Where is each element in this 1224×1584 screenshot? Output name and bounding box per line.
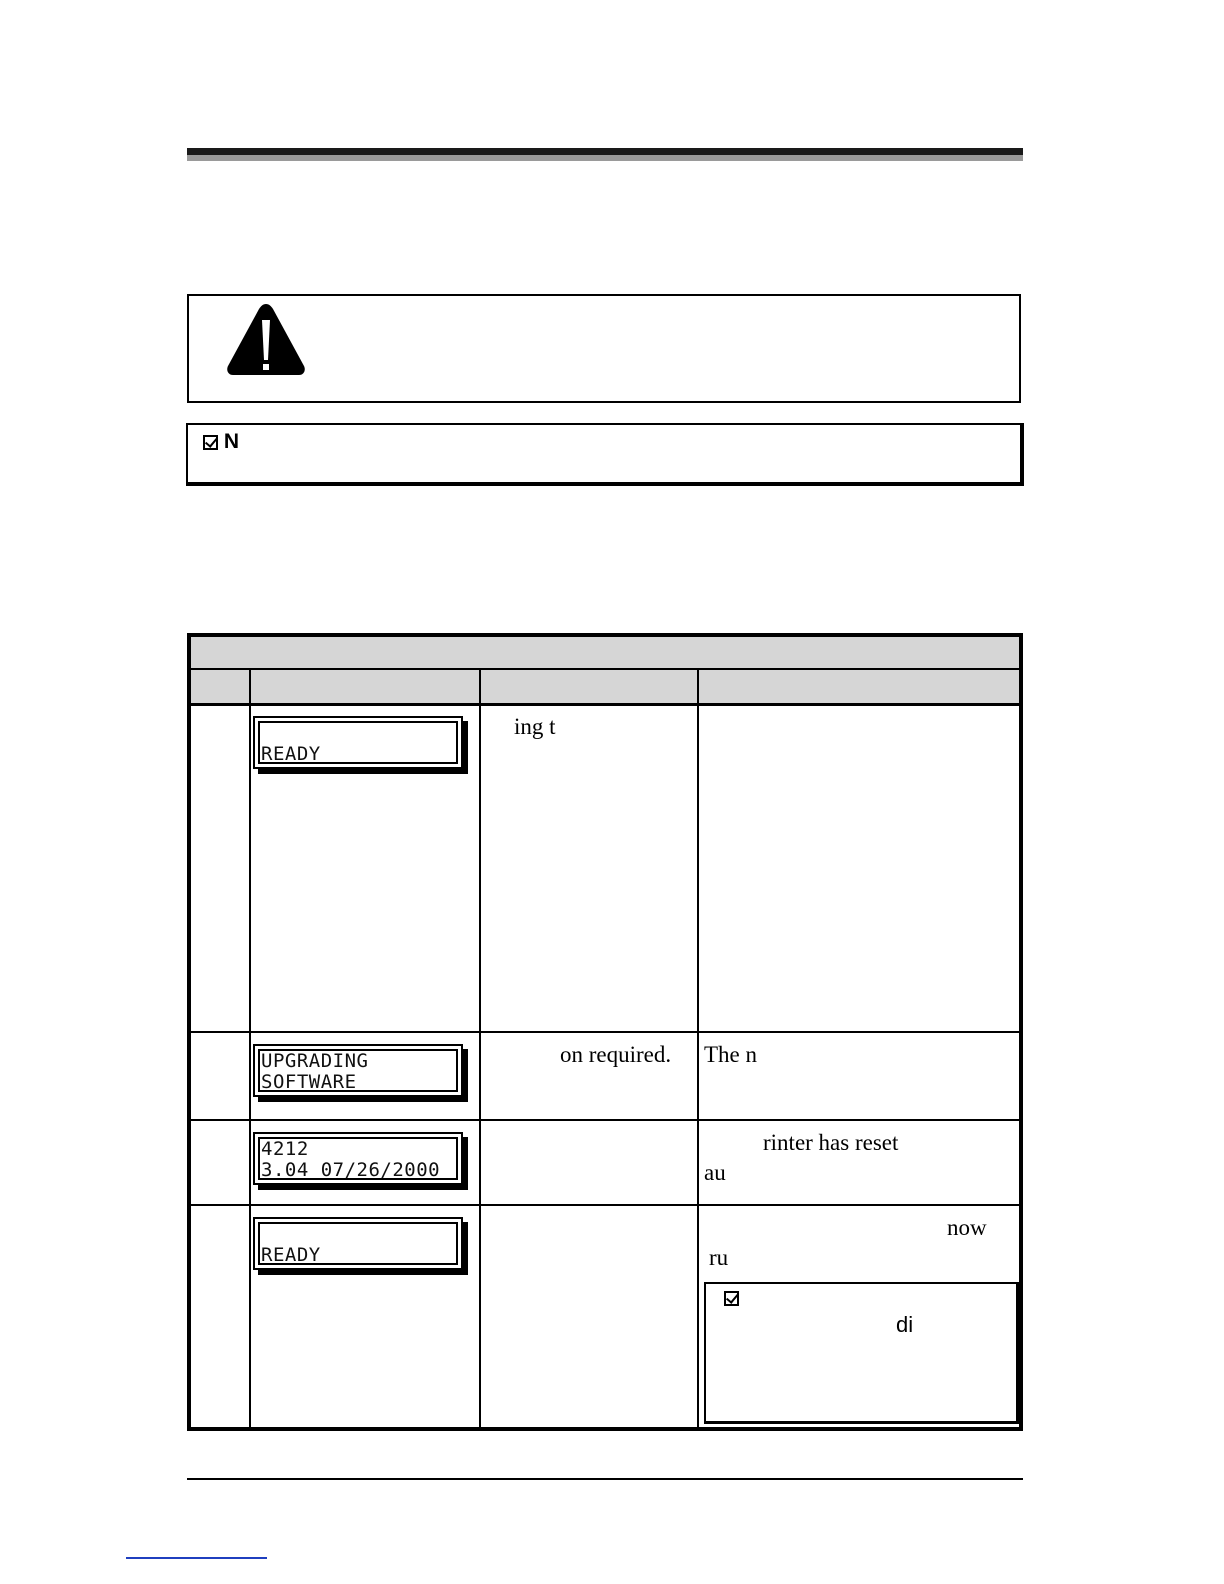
row-4-explanation-line-1: now [947, 1215, 987, 1240]
column-divider [697, 670, 699, 1431]
note-box [186, 423, 1024, 486]
lcd-line-2: READY [261, 743, 321, 765]
header-rule-shadow [187, 155, 1023, 161]
row-4-explanation-line-2: ru [709, 1245, 729, 1270]
warning-box [187, 294, 1021, 403]
checkbox-icon [724, 1291, 739, 1306]
row-divider [191, 1031, 1019, 1033]
lcd-line-1: UPGRADING [261, 1050, 369, 1072]
footer-rule [187, 1478, 1023, 1480]
column-divider [479, 670, 481, 1431]
lcd-line-2: 3.04 07/26/2000 [261, 1159, 441, 1181]
row-2-explanation: The n [704, 1042, 758, 1067]
row-2-action: on required. [560, 1042, 672, 1067]
procedure-table [187, 633, 1023, 1431]
lcd-line-2: SOFTWARE [261, 1071, 357, 1093]
lcd-display [253, 1217, 463, 1270]
lcd-display [253, 716, 463, 769]
checkbox-icon [203, 435, 218, 450]
footer-link-underline[interactable] [126, 1557, 267, 1559]
lcd-line-1: 4212 [261, 1138, 309, 1160]
row-divider [191, 1119, 1019, 1121]
row-divider [191, 1204, 1019, 1206]
row-3-explanation-line-2: au [704, 1160, 726, 1185]
column-divider [249, 670, 251, 1431]
header-rule [187, 148, 1023, 155]
table-title-row [191, 637, 1019, 670]
row-1-action: ing t [514, 714, 556, 739]
row-3-explanation-line-1: rinter has reset [763, 1130, 899, 1155]
lcd-line-2: READY [261, 1244, 321, 1266]
note-label-text: N [223, 430, 240, 453]
note-label [203, 430, 239, 454]
lcd-display [253, 1132, 463, 1185]
inner-note-box [704, 1282, 1019, 1424]
table-header-row [191, 670, 1019, 706]
inner-note-text: di [896, 1312, 914, 1337]
lcd-display [253, 1044, 463, 1097]
warning-icon [225, 302, 307, 378]
